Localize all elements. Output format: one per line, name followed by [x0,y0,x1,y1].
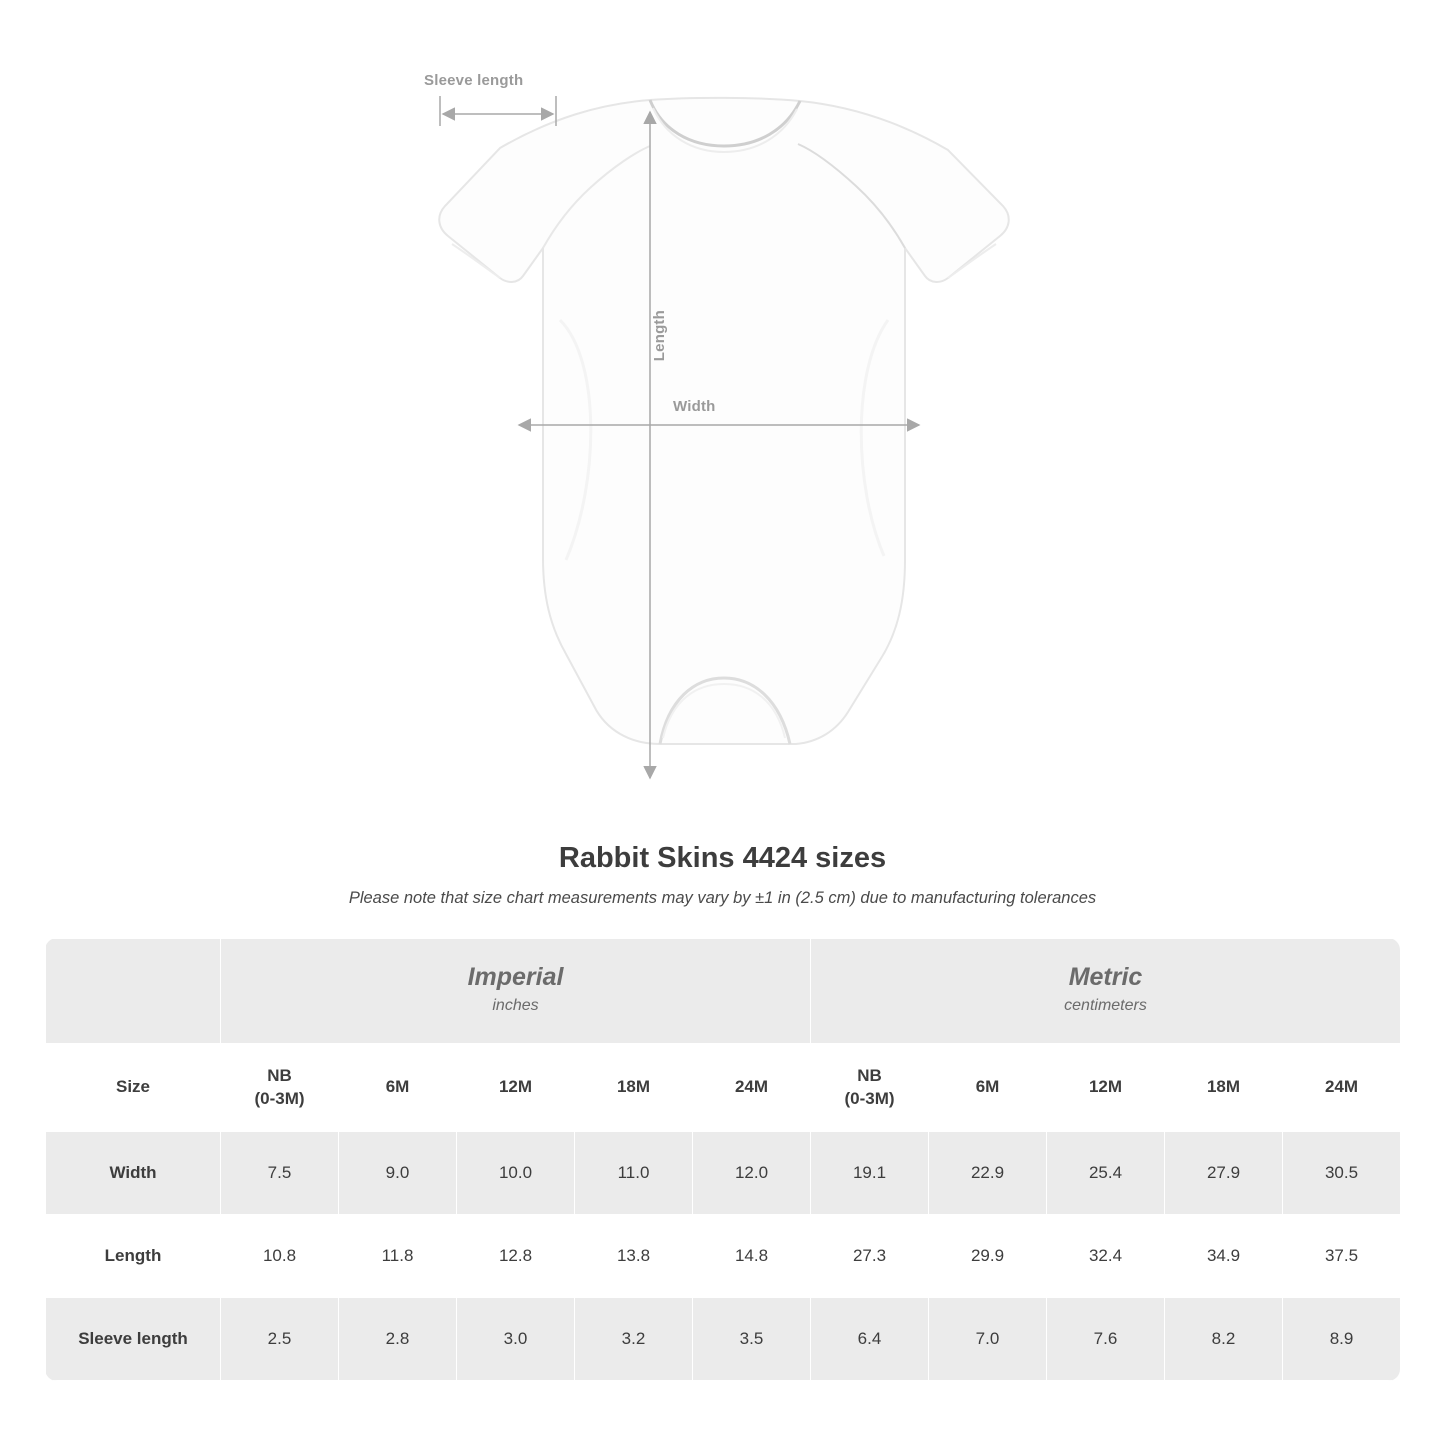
cell-sleeve-metric-24m: 8.9 [1283,1298,1401,1381]
row-label-length: Length [46,1215,221,1298]
cell-sleeve-metric-6m: 7.0 [929,1298,1047,1381]
header-cell-metric-12m: 12M [1047,1044,1165,1132]
unit-group-metric-sub: centimeters [1064,996,1147,1014]
header-cell-metric-nb [811,1044,929,1132]
header-cell-imperial-24m: 24M [693,1044,811,1132]
header-line1: NB [857,1065,882,1085]
cell-sleeve-imperial-6m: 2.8 [339,1298,457,1381]
header-cell-metric-24m: 24M [1283,1044,1401,1132]
table-row [46,1132,1401,1215]
table-row [46,1298,1401,1381]
header-line1: NB [267,1065,292,1085]
cell-width-imperial-6m: 9.0 [339,1132,457,1215]
cell-width-metric-6m: 22.9 [929,1132,1047,1215]
header-cell-imperial-12m: 12M [457,1044,575,1132]
cell-length-imperial-6m: 11.8 [339,1215,457,1298]
row-label-width: Width [46,1132,221,1215]
header-cell-imperial-nb [221,1044,339,1132]
cell-length-imperial-24m: 14.8 [693,1215,811,1298]
cell-sleeve-imperial-24m: 3.5 [693,1298,811,1381]
unit-group-metric-name: Metric [1068,962,1143,991]
size-table-wrapper [45,938,1400,1381]
cell-width-imperial-18m: 11.0 [575,1132,693,1215]
cell-sleeve-metric-nb: 6.4 [811,1298,929,1381]
cell-length-imperial-nb: 10.8 [221,1215,339,1298]
header-cell-imperial-6m: 6M [339,1044,457,1132]
cell-length-metric-6m: 29.9 [929,1215,1047,1298]
cell-sleeve-metric-18m: 8.2 [1165,1298,1283,1381]
cell-width-metric-12m: 25.4 [1047,1132,1165,1215]
length-dimension-label: Length [651,310,668,362]
cell-length-metric-18m: 34.9 [1165,1215,1283,1298]
cell-sleeve-imperial-12m: 3.0 [457,1298,575,1381]
cell-length-metric-nb: 27.3 [811,1215,929,1298]
unit-group-imperial-sub: inches [492,996,539,1014]
size-chart-table [45,938,1400,1381]
cell-length-imperial-18m: 13.8 [575,1215,693,1298]
header-cell-imperial-18m: 18M [575,1044,693,1132]
cell-width-imperial-12m: 10.0 [457,1132,575,1215]
unit-group-imperial [221,939,811,1044]
cell-length-metric-12m: 32.4 [1047,1215,1165,1298]
unit-group-imperial-name: Imperial [467,962,564,991]
header-cell-metric-6m: 6M [929,1044,1047,1132]
cell-width-metric-18m: 27.9 [1165,1132,1283,1215]
cell-sleeve-imperial-18m: 3.2 [575,1298,693,1381]
row-label-sleeve-length: Sleeve length [46,1298,221,1381]
header-line2: (0-3M) [844,1088,895,1108]
unit-banner-row [46,939,1401,1044]
unit-group-metric [811,939,1401,1044]
title-block [0,842,1445,908]
cell-width-imperial-24m: 12.0 [693,1132,811,1215]
cell-sleeve-metric-12m: 7.6 [1047,1298,1165,1381]
cell-length-imperial-12m: 12.8 [457,1215,575,1298]
table-header-row [46,1044,1401,1132]
tolerance-note: Please note that size chart measurements may vary by ±1 in (2.5 cm) due to manufacturing tolerances [348,889,1097,907]
sleeve-length-dimension-label: Sleeve length [424,72,524,89]
page-title: Rabbit Skins 4424 sizes [558,842,887,874]
cell-width-imperial-nb: 7.5 [221,1132,339,1215]
cell-sleeve-imperial-nb: 2.5 [221,1298,339,1381]
cell-width-metric-nb: 19.1 [811,1132,929,1215]
header-line2: (0-3M) [254,1088,305,1108]
cell-width-metric-24m: 30.5 [1283,1132,1401,1215]
cell-length-metric-24m: 37.5 [1283,1215,1401,1298]
bodysuit-shape [439,98,1008,744]
header-size-label: Size [46,1044,221,1132]
header-cell-metric-18m: 18M [1165,1044,1283,1132]
width-dimension-label: Width [673,398,716,415]
table-row [46,1215,1401,1298]
unit-banner-corner [46,939,221,1044]
